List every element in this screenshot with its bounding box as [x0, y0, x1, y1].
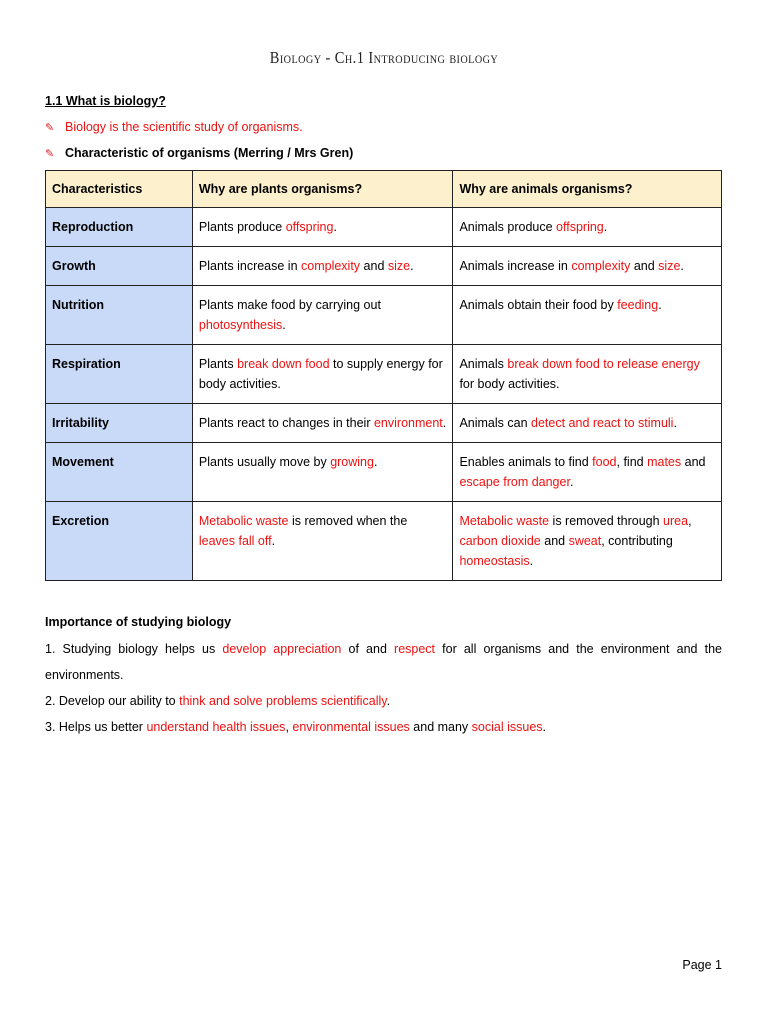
characteristic-name: Respiration — [46, 345, 193, 404]
body-text: Animals increase in — [459, 259, 572, 273]
bullet-text: Characteristic of organisms (Merring / Mrs Gren) — [65, 146, 354, 160]
animals-cell — [453, 208, 722, 247]
body-text: Animals — [459, 357, 508, 371]
highlight-text: carbon dioxide — [459, 534, 541, 548]
body-text: , find — [616, 455, 648, 469]
animals-cell — [453, 443, 722, 502]
highlight-text: growing — [330, 455, 374, 469]
body-text: . — [386, 694, 391, 708]
body-text: Plants produce — [198, 220, 286, 234]
highlight-text: food — [592, 455, 617, 469]
highlight-text: Metabolic waste — [198, 514, 289, 528]
highlight-text: think and solve problems scientifically — [179, 694, 387, 708]
page-number: Page 1 — [682, 958, 722, 972]
body-text: for all organisms and the environment and the environments. — [45, 642, 722, 682]
pencil-bullet-icon: ✎ — [45, 121, 55, 134]
table-row — [46, 502, 722, 581]
characteristic-name: Irritability — [46, 404, 193, 443]
body-text: and — [681, 455, 706, 469]
body-text: of and — [341, 642, 395, 656]
body-text: Plants react to changes in their — [198, 416, 374, 430]
highlight-text: size — [387, 259, 411, 273]
body-text: , contributing — [601, 534, 673, 548]
table-row — [46, 443, 722, 502]
bullet-text: Biology is the scientific study of organisms. — [65, 120, 303, 134]
body-text: , — [285, 720, 293, 734]
section-heading: 1.1 What is biology? — [45, 94, 166, 108]
importance-point — [45, 688, 722, 714]
body-text: and — [540, 534, 569, 548]
plants-cell — [192, 208, 453, 247]
importance-point — [45, 714, 722, 740]
table-row — [46, 345, 722, 404]
body-text: Animals can — [459, 416, 532, 430]
highlight-text: mates — [647, 455, 682, 469]
highlight-text: offspring — [285, 220, 334, 234]
body-text: 1. Studying biology helps us — [45, 642, 223, 656]
body-text: . — [333, 220, 337, 234]
highlight-text: sweat — [568, 534, 602, 548]
table-row — [46, 404, 722, 443]
highlight-text: respect — [394, 642, 436, 656]
plants-cell — [192, 345, 453, 404]
highlight-text: leaves fall off — [198, 534, 272, 548]
animals-cell — [453, 286, 722, 345]
body-text: and — [360, 259, 388, 273]
table-header-row — [46, 171, 722, 208]
highlight-text: homeostasis — [459, 554, 530, 568]
body-text: Plants — [198, 357, 238, 371]
animals-cell — [453, 404, 722, 443]
animals-cell — [453, 247, 722, 286]
highlight-text: detect and react to stimuli — [531, 416, 674, 430]
highlight-text: develop appreciation — [222, 642, 342, 656]
body-text: Animals obtain their food by — [459, 298, 618, 312]
highlight-text: understand health issues — [146, 720, 286, 734]
characteristic-name: Excretion — [46, 502, 193, 581]
importance-point — [45, 636, 722, 688]
highlight-text: break down food to release energy — [507, 357, 700, 371]
body-text: . — [529, 554, 534, 568]
body-text: . — [680, 259, 684, 273]
characteristic-name: Movement — [46, 443, 193, 502]
body-text: Plants make food by carrying out — [198, 298, 381, 312]
highlight-text: environmental issues — [292, 720, 410, 734]
characteristic-name: Nutrition — [46, 286, 193, 345]
body-text: and many — [409, 720, 472, 734]
characteristic-name: Reproduction — [46, 208, 193, 247]
plants-cell — [192, 247, 453, 286]
body-text: . — [373, 455, 378, 469]
body-text: . — [410, 259, 414, 273]
header-animals: Why are animals organisms? — [453, 171, 722, 208]
highlight-text: break down food — [237, 357, 330, 371]
body-text: is removed when the — [288, 514, 408, 528]
body-text: , — [688, 514, 692, 528]
importance-heading: Importance of studying biology — [45, 615, 232, 629]
body-text: to supply energy for body activities. — [198, 357, 443, 391]
plants-cell — [192, 404, 453, 443]
body-text: . — [442, 416, 447, 430]
highlight-text: complexity — [571, 259, 631, 273]
page-title: Biology - Ch.1 Introducing biology — [269, 48, 499, 67]
body-text: Plants usually move by — [198, 455, 331, 469]
body-text: . — [542, 720, 547, 734]
plants-cell — [192, 286, 453, 345]
body-text: is removed through — [549, 514, 664, 528]
plants-cell — [192, 443, 453, 502]
animals-cell — [453, 345, 722, 404]
body-text: . — [603, 220, 608, 234]
plants-cell — [192, 502, 453, 581]
header-characteristics: Characteristics — [46, 171, 193, 208]
body-text: 3. Helps us better — [45, 720, 147, 734]
body-text: . — [673, 416, 677, 430]
bullet-item — [45, 120, 303, 134]
highlight-text: feeding — [617, 298, 659, 312]
pencil-bullet-icon: ✎ — [45, 147, 55, 160]
body-text: Enables animals to find — [459, 455, 593, 469]
table-row — [46, 247, 722, 286]
highlight-text: size — [658, 259, 681, 273]
highlight-text: social issues — [471, 720, 543, 734]
highlight-text: Metabolic waste — [459, 514, 550, 528]
body-text: . — [282, 318, 286, 332]
animals-cell — [453, 502, 722, 581]
bullet-item — [45, 146, 353, 160]
table-row — [46, 208, 722, 247]
highlight-text: complexity — [301, 259, 361, 273]
highlight-text: escape from danger — [459, 475, 570, 489]
characteristic-name: Growth — [46, 247, 193, 286]
body-text: for body activities. — [459, 377, 560, 391]
body-text: . — [271, 534, 276, 548]
body-text: Plants increase in — [198, 259, 302, 273]
body-text: . — [569, 475, 574, 489]
highlight-text: photosynthesis — [198, 318, 283, 332]
body-text: 2. Develop our ability to — [45, 694, 180, 708]
characteristics-table — [45, 170, 722, 581]
highlight-text: offspring — [556, 220, 604, 234]
body-text: Animals produce — [459, 220, 557, 234]
highlight-text: urea — [663, 514, 689, 528]
header-plants: Why are plants organisms? — [192, 171, 453, 208]
body-text: and — [630, 259, 659, 273]
table-row — [46, 286, 722, 345]
body-text: . — [658, 298, 662, 312]
highlight-text: environment — [373, 416, 443, 430]
